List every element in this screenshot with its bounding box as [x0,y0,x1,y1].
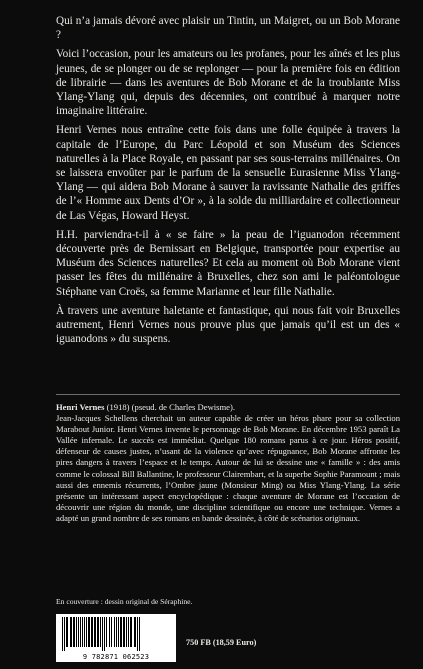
barcode-bar [118,617,119,647]
barcode-bar [94,617,96,647]
barcode-bar [111,617,112,647]
barcode [56,614,176,662]
barcode-bar [128,617,129,647]
author-bio [56,402,400,524]
barcode-bar [109,617,110,647]
barcode-bar [102,617,103,651]
author-bio-heading [56,402,400,413]
barcode-bar [126,617,127,647]
price: 750 FB (18,59 Euro) [186,638,257,647]
barcode-bar [62,617,63,651]
barcode-number: 9 782871 062523 [82,653,150,661]
blurb-paragraph-2: Voici l’occasion, pour les amateurs ou les profanes, pour les aînés et les plus jeunes, de se plonger ou de se replonger — pour la première fois en édition de librairie — dans les aventures de Bob Morane et de la troublante Miss Ylang-Ylang qui, depuis des décennies, ont contribué à marquer notre imaginaire littéraire. [56,48,400,118]
barcode-bar [100,617,101,647]
barcode-bar [123,617,125,647]
barcode-bar [73,617,75,647]
cover-credit: En couverture : dessin original de Séraphine. [56,597,193,606]
barcode-bar [139,617,140,651]
barcode-bar [66,617,68,647]
barcode-bar [114,617,115,647]
blurb-paragraph-3: Henri Vernes nous entraîne cette fois dans une folle équipée à travers la capitale de l’Europe, du Parc Léopold et son Muséum des Sciences naturelles à la Place Royale, en passant par ses sous-terrains millénaires. On se laissera envoûter par le parfum de la sensuelle Eurasienne Miss Ylang-Ylang — qui aidera Bob Morane à sauver la ravissante Nathalie des griffes de l’« Homme aux Dents d’Or », à la solde du milliardaire et collectionneur de Las Végas, Howard Heyst. [56,124,400,222]
barcode-bar [80,617,81,647]
barcode-bar [97,617,99,647]
barcode-bar [88,617,90,647]
barcode-bar [82,617,83,647]
barcode-bar [116,617,117,647]
barcode-bar [91,617,93,647]
author-bio-text: Jean-Jacques Schellens cherchait un auteur capable de créer un héros phare pour sa collection Marabout Junior. Henri Vernes invente le personnage de Bob Morane. En décembre 1953 paraît La Vallée infernale. Le succès est immédiat. Quelque 180 romans parus à ce jour. Héros positif, défenseur de causes justes, n’usant de la violence qu’avec répugnance, Bob Morane affronte les pires dangers à travers l’espace et le temps. Autour de lui se dessine une « famille » : des amis comme le colossal Bill Ballantine, le professeur Clairembart, et la superbe Sophie Paramount ; mais aussi des ennemis récurrents, l’Ombre jaune (Monsieur Ming) ou Miss Ylang-Ylang. La série présente un intéressant aspect encyclopédique : chaque aventure de Morane est l’occasion de découvrir une région du monde, une discipline scientifique ou encore une technique. Vernes a adapté un grand nombre de ses romans en bande dessinée, à côté de scénarios originaux. [56,413,400,523]
barcode-bar [84,617,85,647]
barcode-bar [104,617,105,651]
barcode-bars [60,617,172,651]
blurb-paragraph-4: H.H. parviendra-t-il à « se faire » la peau de l’iguanodon récemment découverte près de Bernissart en Belgique, transportée pour expertise au Muséum des Sciences naturelles? Et cela au moment où Bob Morane vient passer les fêtes du millénaire à Bruxelles, chez son ami le paléontologue Stéphane van Croës, sa femme Marianne et leur fille Nathalie. [56,228,400,298]
author-bio-intro: (1918) (pseud. de Charles Dewisme). [104,402,236,412]
barcode-bar [64,617,65,651]
barcode-bar [106,617,107,647]
barcode-bar [134,617,136,647]
barcode-bar [130,617,132,647]
barcode-bar [86,617,87,647]
barcode-bar [137,617,138,651]
barcode-bar [78,617,79,647]
blurb-paragraph-1: Qui n’a jamais dévoré avec plaisir un Tintin, un Maigret, ou un Bob Morane ? [56,15,400,42]
section-divider [56,394,400,395]
barcode-bar [120,617,122,647]
author-name: Henri Vernes [56,402,105,412]
blurb-text [56,14,400,351]
barcode-bar [76,617,77,647]
blurb-paragraph-5: À travers une aventure haletante et fantastique, qui nous fait voir Bruxelles autrement, Henri Vernes nous prouve plus que jamais qu’il est un des « iguanodons » du suspens. [56,304,400,346]
barcode-bar [70,617,72,647]
